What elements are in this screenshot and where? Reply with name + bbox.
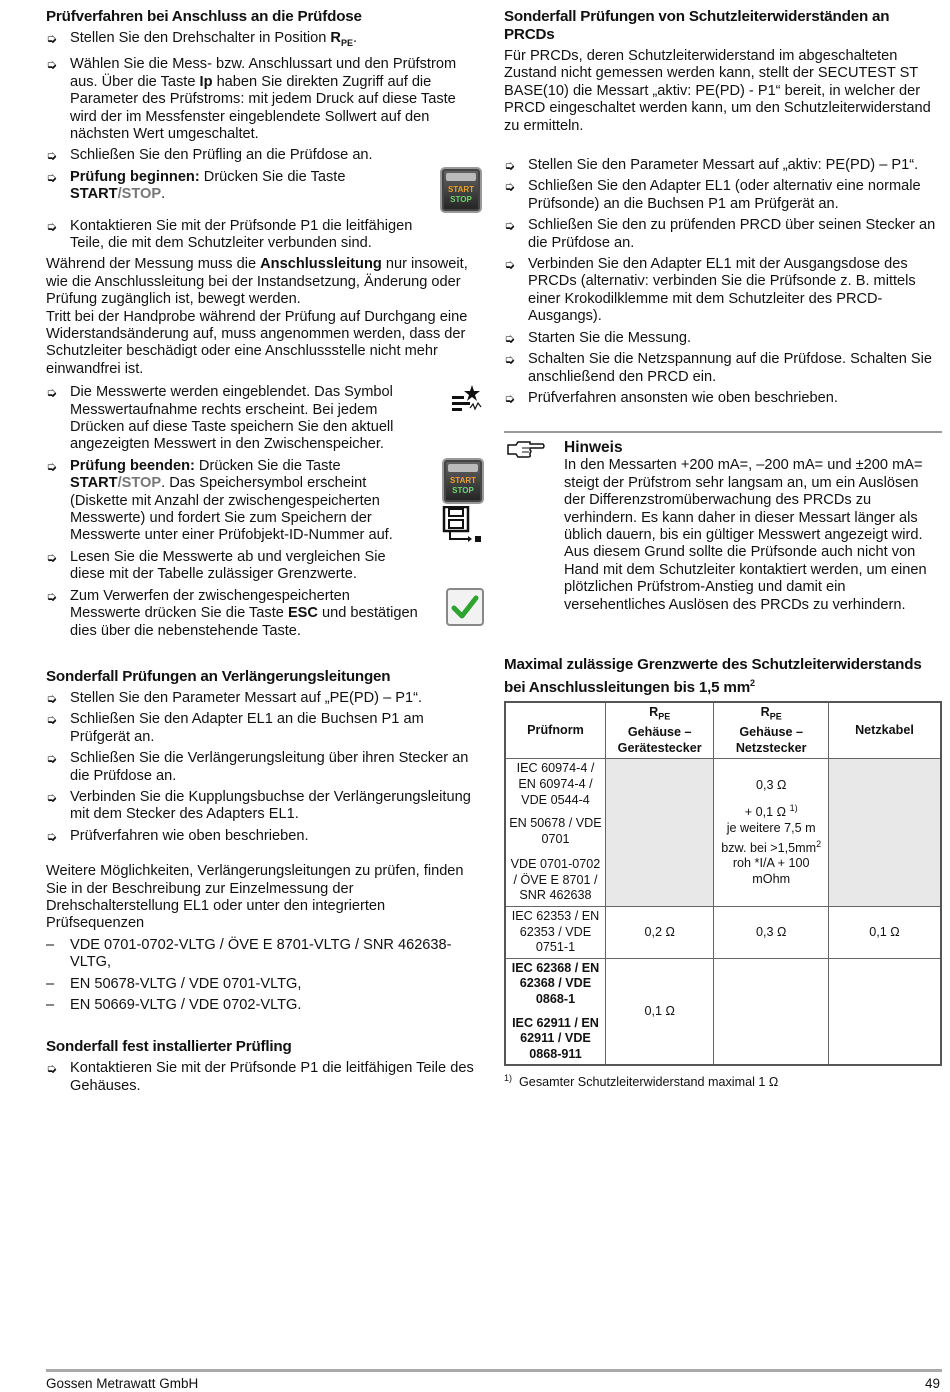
step-adapter-el1-prcd: ➭ Schließen Sie den Adapter EL1 (oder alternativ eine normale Prüfsonde) an die Buchsen P1 am Prüfgerät an.	[504, 178, 921, 212]
arrow-bullet-icon: ➭	[46, 218, 57, 234]
arrow-bullet-icon: ➭	[46, 458, 57, 474]
header-geraetestecker: $R_{PE}$ Gehäuse – Gerätestecker	[605, 702, 713, 759]
table-row	[505, 958, 941, 1065]
step-messwerte-ablesen: ➭ Lesen Sie die Messwerte ab und vergleichen Sie diese mit der Tabelle zulässiger Grenzwerte.	[46, 548, 386, 583]
checkmark-button-icon	[446, 588, 484, 626]
arrow-bullet-icon: ➭	[504, 257, 515, 273]
arrow-bullet-icon: ➭	[46, 549, 57, 565]
table-row	[505, 759, 941, 907]
table-cell	[828, 958, 941, 1065]
table-cell	[828, 759, 941, 907]
step-netzspannung: ➭ Schalten Sie die Netzspannung auf die Prüfdose. Schalten Sie anschließend den PRCD ein.	[504, 351, 933, 385]
paragraph-anschlussleitung: Während der Messung muss die Anschlussleitung nur insoweit, wie die Anschlussleitung bei der Instandsetzung, Änderung oder Prüfung zugänglich ist, bewegt werden.	[46, 256, 468, 308]
arrow-bullet-icon: ➭	[504, 390, 515, 406]
step-ausgangsdose: ➭ Verbinden Sie den Adapter EL1 mit der Ausgangsdose des PRCDs (alternativ: verbinden Sie die Prüfsonde z. B. mittels einer Krokodilklemme mit dem Schutzleiter des PRCD-Ausgangs).	[504, 256, 916, 325]
header-netzstecker: $R_{PE}$ Gehäuse – Netzstecker	[714, 702, 829, 759]
list-item: – EN 50669-VLTG / VDE 0702-VLTG.	[46, 997, 302, 1013]
arrow-bullet-icon: ➭	[46, 385, 57, 401]
arrow-bullet-icon: ➭	[46, 789, 57, 805]
paragraph-handprobe: Tritt bei der Handprobe während der Prüfung auf Durchgang eine Widerstandsänderung auf, muss angenommen werden, dass der Schutzleiter beschädigt oder eine Anschlussstelle nicht mehr einwandfrei ist.	[46, 308, 468, 377]
step-wie-oben: ➭ Prüfverfahren wie oben beschrieben.	[46, 827, 309, 844]
step-kontaktieren: ➭ Kontaktieren Sie mit der Prüfsonde P1 die leitfähigen Teile, die mit dem Schutzleiter verbunden sind.	[46, 217, 413, 251]
arrow-bullet-icon: ➭	[46, 712, 57, 728]
table-cell: 0,3 Ω	[714, 907, 829, 959]
arrow-bullet-icon: ➭	[46, 148, 57, 164]
table-cell: IEC 62353 / EN 62353 / VDE 0751-1	[505, 907, 605, 959]
start-stop-button-icon: START STOP	[442, 458, 484, 504]
table-cell: IEC 62368 / EN 62368 / VDE 0868-1 IEC 62911 / EN 62911 / VDE 0868-911	[505, 958, 605, 1065]
table-cell: 0,2 Ω	[605, 907, 713, 959]
hint-text: In den Messarten +200 mA=, –200 mA= und ±200 mA= steigt der Prüfstrom sehr langsam an, um ein Auslösen der Differenzstromüberwachung des PRCDs zu verhindern. Es kann daher in dieser Messart länger als üblich dauern, bis ein gültiger Messwert angezeigt wird. Aus diesem Grund sollte die Prüfsonde auch nicht von Hand mit dem Schutzleiter kontaktiert werden, um einen plötzlichen Prüfstrom-Anstieg und damit ein versehentliches Auslösen des PRCDs zu verhindern.	[564, 457, 927, 613]
list-item: – EN 50678-VLTG / VDE 0701-VLTG,	[46, 975, 302, 992]
arrow-bullet-icon: ➭	[46, 169, 57, 185]
paragraph-weitere-moeglichkeiten: Weitere Möglichkeiten, Verlängerungsleitungen zu prüfen, finden Sie in der Beschreibung zur Einzelmessung der Drehschalterstellung EL1 oder unter den integrierten Prüfsequenzen	[46, 863, 464, 932]
step-messwerte-eingeblendet: ➭ Die Messwerte werden eingeblendet. Das Symbol Messwertaufnahme rechts erscheint. Bei jedem Drücken auf diese Taste speichern Sie den aktuell angezeigten Messwert in den Zwischenspeicher.	[46, 384, 482, 454]
right-column	[504, 8, 942, 1092]
step-pruefung-beginnen: ➭ Prüfung beginnen: Drücken Sie die Taste START/STOP. START STOP	[46, 169, 482, 204]
table-cell: 0,1 Ω	[605, 958, 713, 1065]
arrow-bullet-icon: ➭	[46, 588, 57, 604]
paragraph-prcd: Für PRCDs, deren Schutzleiterwiderstand im abgeschalteten Zustand nicht gemessen werden kann, stellt der SECUTEST ST BASE(10) die Messart „aktiv: PE(PD) - P1“ bereit, in welcher der PRCD eingeschaltet werden kann, um den Schutzleiterwiderstand zu ermitteln.	[504, 48, 931, 134]
arrow-bullet-icon: ➭	[46, 31, 57, 46]
section-title-prcd: Sonderfall Prüfungen von Schutzleiterwiderständen an PRCDs	[504, 8, 890, 43]
table-header-row	[505, 702, 941, 759]
arrow-bullet-icon: ➭	[504, 218, 515, 234]
table-cell: 0,1 Ω	[828, 907, 941, 959]
header-pruefnorm: Prüfnorm	[505, 702, 605, 759]
list-item: – VDE 0701-0702-VLTG / ÖVE E 8701-VLTG / SNR 462638-VLTG,	[46, 936, 452, 971]
arrow-bullet-icon: ➭	[46, 690, 57, 706]
arrow-bullet-icon: ➭	[46, 828, 57, 844]
arrow-bullet-icon: ➭	[504, 158, 515, 174]
step-prcd-stecker: ➭ Schließen Sie den zu prüfenden PRCD über seinen Stecker an die Prüfdose an.	[504, 217, 936, 251]
step-messung-starten: ➭ Starten Sie die Messung.	[504, 329, 692, 346]
step-messart: ➭ Wählen Sie die Mess- bzw. Anschlussart und den Prüfstrom aus. Über die Taste Ip haben Sie direkten Zugriff auf die Parameter des Prüfstroms: mit jedem Druck auf diese Taste wird der im Messfenster eingeblendete Sollwert auf den nächsten Wert umgeschaltet.	[46, 56, 457, 142]
table-cell	[714, 958, 829, 1065]
pointing-hand-icon	[506, 439, 546, 459]
hint-box	[504, 431, 942, 614]
section-title-fest-installiert: Sonderfall fest installierter Prüfling	[46, 1038, 292, 1056]
step-gehaeuse: ➭ Kontaktieren Sie mit der Prüfsonde P1 die leitfähigen Teile des Gehäuses.	[46, 1060, 474, 1094]
step-adapter-el1: ➭ Schließen Sie den Adapter EL1 an die Buchsen P1 am Prüfgerät an.	[46, 711, 424, 745]
step-verlaengerungsleitung: ➭ Schließen Sie die Verlängerungsleitung über ihren Stecker an die Prüfdose an.	[46, 750, 469, 784]
step-verwerfen: ➭ Zum Verwerfen der zwischengespeicherten Messwerte drücken Sie die Taste ESC und bestätigen dies über die nebenstehende Taste.	[46, 588, 482, 640]
arrow-bullet-icon: ➭	[504, 330, 515, 346]
step-kupplungsbuchse: ➭ Verbinden Sie die Kupplungsbuchse der Verlängerungsleitung mit dem Stecker des Adapters EL1.	[46, 788, 471, 823]
arrow-bullet-icon: ➭	[46, 1061, 57, 1077]
step-drehschalter: ➭ Stellen Sie den Drehschalter in Position $R_{PE}$.	[46, 30, 358, 48]
arrow-bullet-icon: ➭	[504, 179, 515, 195]
step-anschliessen: ➭ Schließen Sie den Prüfling an die Prüfdose an.	[46, 147, 373, 164]
arrow-bullet-icon: ➭	[504, 352, 515, 368]
section-title-pruefverfahren: Prüfverfahren bei Anschluss an die Prüfdose	[46, 8, 362, 25]
section-title-verlaengerung: Sonderfall Prüfungen an Verlängerungsleitungen	[46, 667, 391, 685]
table-row	[505, 907, 941, 959]
page-number: 49	[924, 1376, 940, 1391]
hint-title: Hinweis	[564, 439, 623, 457]
left-column	[46, 8, 482, 1099]
table-title: Maximal zulässige Grenzwerte des Schutzleiterwiderstands bei Anschlussleitungen bis 1,5 $mm^2$	[504, 655, 922, 697]
step-ansonsten: ➭ Prüfverfahren ansonsten wie oben beschrieben.	[504, 389, 838, 406]
limits-table	[504, 701, 942, 1066]
step-messart-pe: ➭ Stellen Sie den Parameter Messart auf „PE(PD) – P1“.	[46, 689, 423, 706]
table-footnote: $^{1)}$ Gesamter Schutzleiterwiderstand maximal 1 Ω	[504, 1073, 779, 1090]
save-diskette-icon	[442, 506, 484, 544]
header-netzkabel: Netzkabel	[828, 702, 941, 759]
step-messart-aktiv: ➭ Stellen Sie den Parameter Messart auf „aktiv: PE(PD) – P1“.	[504, 157, 919, 174]
table-cell: 0,3 Ω + 0,1 Ω $^{1)}$ je weitere 7,5 m bzw. bei $>1,5mm^2$ roh *I/A + 100 mOhm	[714, 759, 829, 907]
table-cell: IEC 60974-4 / EN 60974-4 / VDE 0544-4 EN 50678 / VDE 0701 VDE 0701-0702 / ÖVE E 8701 / SNR 462638	[505, 759, 605, 907]
step-pruefung-beenden: ➭ Prüfung beenden: Drücken Sie die Taste START/STOP. Das Speichersymbol erscheint (Diskette mit Anzahl der zwischengespeicherten Messwerte) und fordert Sie zum Speichern der Messwerte unter einer Prüfobjekt-ID-Nummer auf. START STOP	[46, 458, 482, 545]
table-cell	[605, 759, 713, 907]
arrow-bullet-icon: ➭	[46, 57, 57, 73]
start-stop-button-icon: START STOP	[440, 167, 482, 213]
arrow-bullet-icon: ➭	[46, 751, 57, 767]
measurement-record-icon	[450, 384, 484, 412]
footer-divider	[46, 1369, 942, 1372]
footer-company: Gossen Metrawatt GmbH	[46, 1376, 199, 1391]
